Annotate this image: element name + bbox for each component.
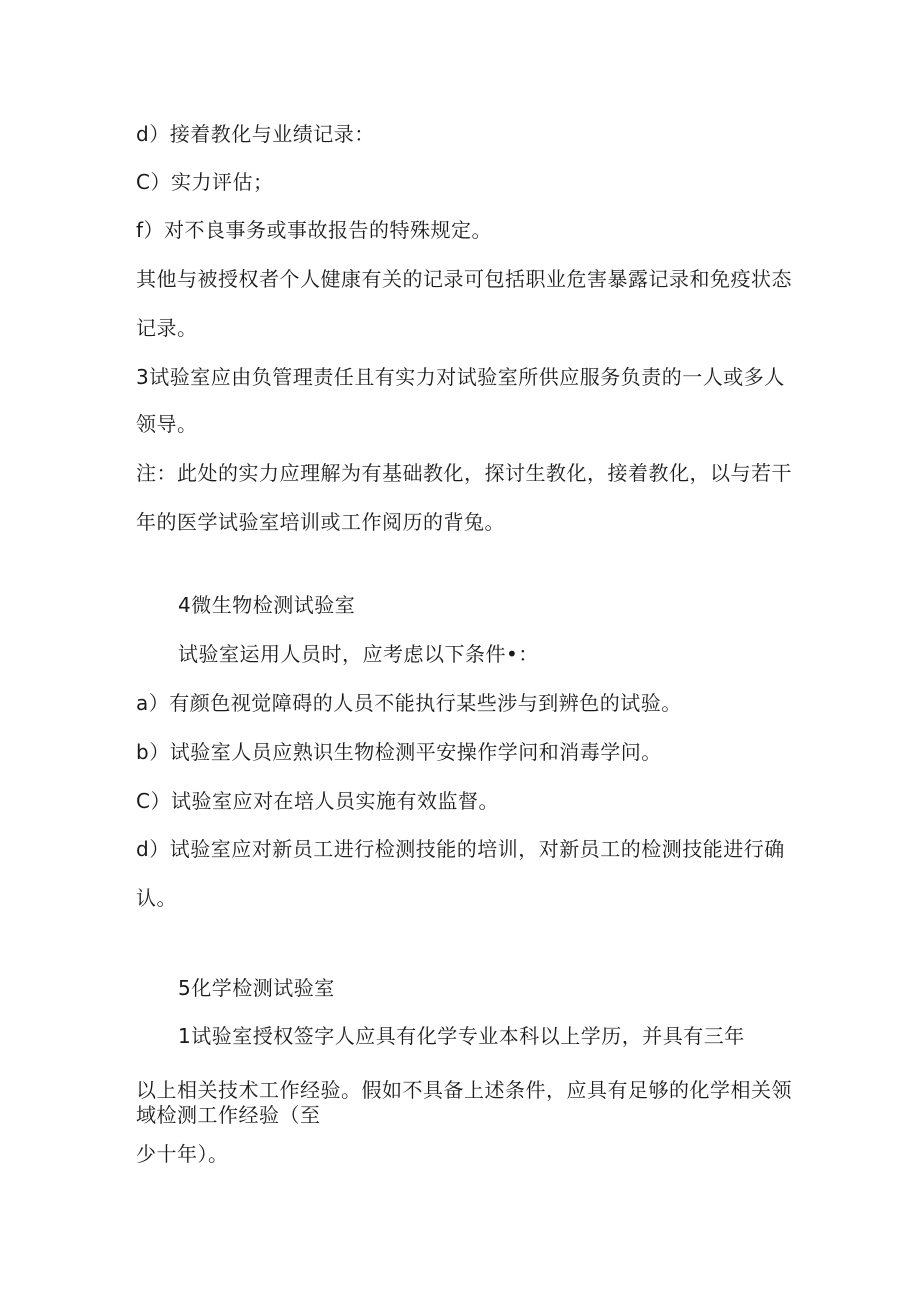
clause-3-cont: 领导。 [136,412,198,436]
list-item-d: d）接着教化与业绩记录： [136,122,375,146]
section-5-clause-1-cont: 以上相关技术工作经验。假如不具备上述条件，应具有足够的化学相关领 [136,1078,792,1102]
section-4-intro: 试验室运用人员时，应考虑以下条件•： [178,642,539,666]
section-heading-4: 4微生物检测试验室 [178,593,356,617]
list-item-d2-cont: 认。 [136,886,177,910]
section-heading-5: 5化学检测试验室 [178,976,335,1000]
list-item-b: b）试验室人员应熟识生物检测平安操作学问和消毒学问。 [136,740,662,764]
section-5-clause-1: 1试验室授权签字人应具有化学专业本科以上学历，并具有三年 [178,1024,745,1048]
clause-3: 3试验室应由负管理责任且有实力对试验室所供应服务负责的一人或多人 [136,365,785,389]
paragraph-health-records-cont: 记录。 [136,316,198,340]
list-item-d2: d）试验室应对新员工进行检测技能的培训，对新员工的检测技能进行确 [136,837,785,861]
list-item-a: a）有颜色视觉障碍的人员不能执行某些涉与到辨色的试验。 [136,691,682,715]
note: 注：此处的实力应理解为有基础教化，探讨生教化，接着教化，以与若干 [136,461,792,485]
list-item-f: f）对不良事务或事故报告的特殊规定。 [136,218,493,242]
section-5-clause-1-cont2: 域检测工作经验（至 [136,1103,321,1127]
paragraph-health-records: 其他与被授权者个人健康有关的记录可包括职业危害暴露记录和免疫状态 [136,267,792,291]
list-item-c: C）实力评估； [136,170,274,194]
list-item-c2: C）试验室应对在培人员实施有效监督。 [136,789,499,813]
section-5-clause-1-end: 少十年）。 [136,1142,229,1166]
note-cont: 年的医学试验室培训或工作阅历的背兔。 [136,510,505,534]
